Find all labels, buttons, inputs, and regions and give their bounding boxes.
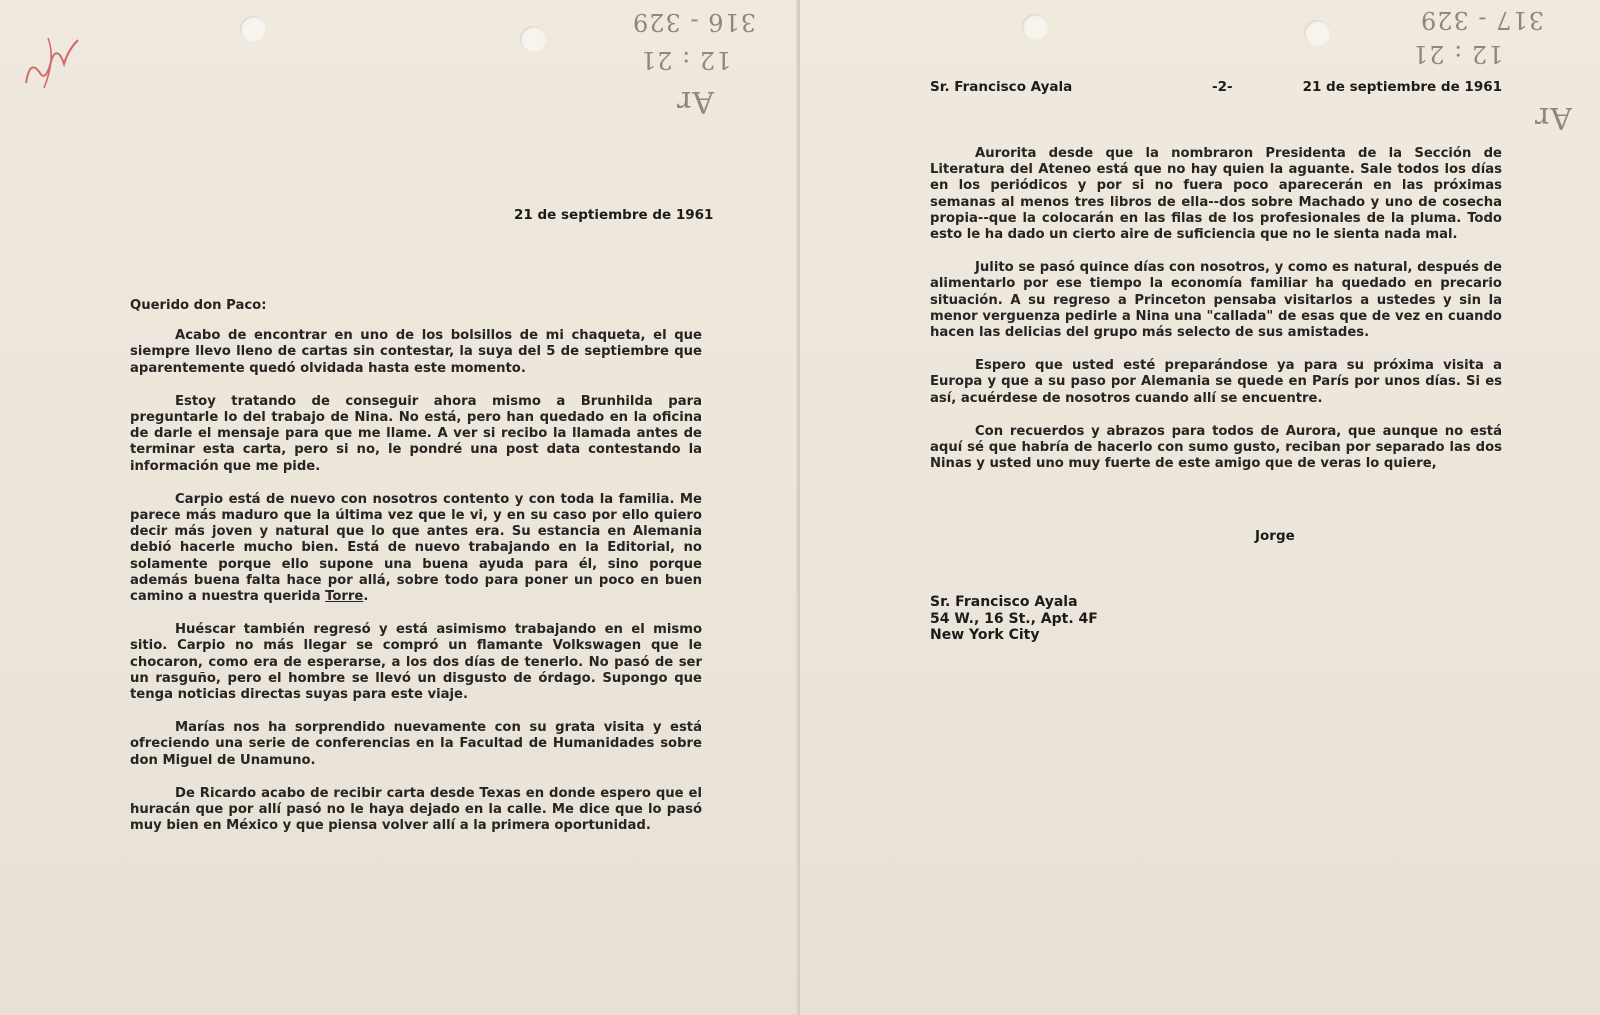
page-number: -2-: [1212, 79, 1233, 95]
salutation: Querido don Paco:: [130, 298, 267, 313]
pencil-folio-number: 317 - 329: [1420, 6, 1544, 34]
punch-hole: [520, 26, 546, 52]
address-line: Sr. Francisco Ayala: [930, 594, 1078, 610]
paragraph: Espero que usted esté preparándose ya para su próxima visita a Europa y que a su paso por Alemania se quede en París por unos días. Si es así, acuérdese de nosotros cuando allí se encuentre.: [930, 358, 1502, 406]
paragraph: Con recuerdos y abrazos para todos de Aurora, que aunque no está aquí sé que habría de hacerlo con sumo gusto, reciban por separado las dos Ninas y usted uno muy fuerte de este amigo que de veras lo quiere,: [930, 423, 1502, 472]
header-date: 21 de septiembre de 1961: [1302, 79, 1502, 95]
header-recipient: Sr. Francisco Ayala: [930, 79, 1073, 95]
recipient-address: [930, 594, 1098, 644]
pencil-initials: Ar: [676, 84, 715, 119]
paragraph-text: Carpio está de nuevo con nosotros contento y con toda la familia. Me parece más maduro que la última vez que le vi, y en su caso por ello quiero decir más joven y natural que lo que antes era. Su estancia en Alemania debió hacerle mucho bien. Está de nuevo trabajando en la Editorial, no solamente porque ello supone una buena ayuda para él, sino porque además buena falta hace por allá, sobre todo para poner un poco en buen camino a nuestra querida: [130, 491, 702, 605]
letter-page-2: [800, 0, 1600, 1015]
red-pencil-mark: [18, 28, 88, 98]
paragraph: Marías nos ha sorprendido nuevamente con su grata visita y está ofreciendo una serie de conferencias en la Facultad de Humanidades sobre don Miguel de Unamuno.: [130, 720, 702, 768]
punch-hole: [240, 16, 266, 42]
signature: Jorge: [1255, 528, 1295, 544]
letter-body-page-2: [930, 146, 1502, 489]
underlined-word: Torre: [325, 589, 364, 605]
paragraph: Estoy tratando de conseguir ahora mismo a Brunhilda para preguntarle lo del trabajo de Nina. No está, pero han quedado en la oficina de darle el mensaje para que me llame. A ver si recibo la llamada antes de terminar esta carta, pero si no, le pondré una post data contestando la información que me pide.: [130, 393, 702, 474]
pencil-ref-number: 12 : 21: [1412, 40, 1504, 68]
paragraph: Aurorita desde que la nombraron Presidenta de la Sección de Literatura del Ateneo está que no hay quien la aguante. Sale todos los días en los periódicos y por si no fuera poco aparecerán en las próximas semanas al menos tres libros de ella--dos sobre Machado y uno de cosecha propia--que la colocarán en las filas de los profesionales de la pluma. Todo esto le ha dado un cierto aire de suficiencia que no le sienta nada mal.: [930, 146, 1502, 243]
pencil-folio-number: 316 - 329: [632, 8, 756, 36]
pencil-initials: Ar: [1534, 100, 1573, 135]
pencil-ref-number: 12 : 21: [640, 46, 732, 74]
page-header: [930, 79, 1502, 99]
paragraph: Carpio está de nuevo con nosotros contento y con toda la familia. Me parece más maduro que la última vez que le vi, y en su caso por ello quiero decir más joven y natural que lo que antes era. Su estancia en Alemania debió hacerle mucho bien. Está de nuevo trabajando en la Editorial, no solamente porque ello supone una buena ayuda para él, sino porque además buena falta hace por allá, sobre todo para poner un poco en buen camino a nuestra querida Torre.: [130, 491, 702, 605]
paragraph: De Ricardo acabo de recibir carta desde Texas en donde espero que el huracán que por allí pasó no le haya dejado en la calle. Me dice que lo pasó muy bien en México y que piensa volver allí a la primera oportunidad.: [130, 785, 702, 834]
paragraph: Huéscar también regresó y está asimismo trabajando en el mismo sitio. Carpio no más llegar se compró un flamante Volkswagen que le chocaron, como era de esperarse, a los dos días de tenerlo. No pasó de ser un rasguño, pero el hombre se llevó un disgusto de órdago. Supongo que tenga noticias directas suyas para este viaje.: [130, 622, 702, 703]
punch-hole: [1304, 20, 1330, 46]
address-line: New York City: [930, 627, 1040, 643]
punch-hole: [1022, 14, 1048, 40]
address-line: 54 W., 16 St., Apt. 4F: [930, 610, 1098, 627]
letter-body-page-1: [130, 298, 702, 851]
paragraph: Julito se pasó quince días con nosotros, y como es natural, después de alimentarlo por ese tiempo la economía familiar ha quedado en precario situación. A su regreso a Princeton pensaba visitarlos a ustedes y sin la menor verguenza pedirle a Nina una "callada" de esas que de vez en cuando hacen las delicias del grupo más selecto de sus amistades.: [930, 260, 1502, 341]
letter-date: 21 de septiembre de 1961: [514, 207, 714, 223]
paragraph: Acabo de encontrar en uno de los bolsillos de mi chaqueta, el que siempre llevo lleno de cartas sin contestar, la suya del 5 de septiembre que aparentemente quedó olvidada hasta este momento.: [130, 328, 702, 376]
